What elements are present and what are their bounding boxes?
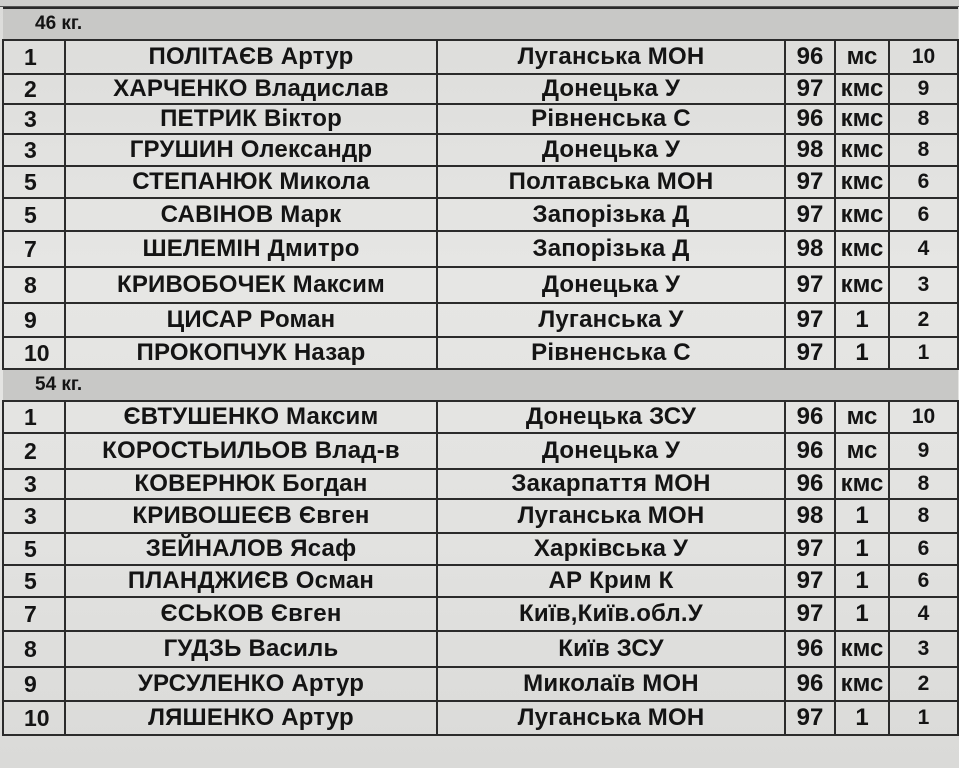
athlete-team-cell: Луганська МОН <box>437 40 785 74</box>
athlete-points-cell: 4 <box>889 231 958 267</box>
athlete-points-cell: 3 <box>889 631 958 667</box>
athlete-year-cell: 96 <box>785 433 835 469</box>
athlete-year-cell: 98 <box>785 231 835 267</box>
athlete-rank-cell: кмс <box>835 104 889 134</box>
athlete-place-cell: 10 <box>3 701 65 735</box>
athlete-name-cell: ЦИСАР Роман <box>65 303 437 337</box>
athlete-year-cell: 98 <box>785 134 835 166</box>
athlete-rank-cell: мс <box>835 40 889 74</box>
weight-category-label: 46 кг. <box>3 8 958 40</box>
athlete-team-cell: Закарпаття МОН <box>437 469 785 499</box>
athlete-points-cell: 1 <box>889 701 958 735</box>
athlete-name-cell: ПЛАНДЖИЄВ Осман <box>65 565 437 597</box>
athlete-points-cell: 9 <box>889 433 958 469</box>
athlete-name-cell: САВІНОВ Марк <box>65 198 437 231</box>
athlete-points-cell: 2 <box>889 667 958 701</box>
athlete-place-cell: 8 <box>3 631 65 667</box>
athlete-rank-cell: 1 <box>835 337 889 369</box>
athlete-name-cell: ЄСЬКОВ Євген <box>65 597 437 631</box>
athlete-points-cell: 6 <box>889 198 958 231</box>
results-table <box>2 7 959 736</box>
athlete-team-cell: Донецька У <box>437 74 785 104</box>
athlete-team-cell: Донецька У <box>437 433 785 469</box>
athlete-rank-cell: мс <box>835 433 889 469</box>
athlete-name-cell: ГУДЗЬ Василь <box>65 631 437 667</box>
athlete-place-cell: 3 <box>3 104 65 134</box>
athlete-name-cell: ЄВТУШЕНКО Максим <box>65 401 437 433</box>
athlete-place-cell: 8 <box>3 267 65 303</box>
athlete-team-cell: Київ,Київ.обл.У <box>437 597 785 631</box>
athlete-team-cell: Луганська МОН <box>437 499 785 533</box>
athlete-year-cell: 97 <box>785 533 835 565</box>
athlete-row <box>3 231 958 267</box>
athlete-rank-cell: кмс <box>835 166 889 198</box>
athlete-points-cell: 8 <box>889 134 958 166</box>
top-edge <box>0 0 959 7</box>
athlete-name-cell: ХАРЧЕНКО Владислав <box>65 74 437 104</box>
athlete-team-cell: Донецька У <box>437 134 785 166</box>
weight-category-label: 54 кг. <box>3 369 958 401</box>
athlete-row <box>3 303 958 337</box>
athlete-name-cell: УРСУЛЕНКО Артур <box>65 667 437 701</box>
athlete-row <box>3 198 958 231</box>
athlete-team-cell: Запорізька Д <box>437 198 785 231</box>
athlete-place-cell: 10 <box>3 337 65 369</box>
athlete-team-cell: Донецька ЗСУ <box>437 401 785 433</box>
athlete-points-cell: 4 <box>889 597 958 631</box>
athlete-rank-cell: кмс <box>835 231 889 267</box>
athlete-name-cell: ШЕЛЕМІН Дмитро <box>65 231 437 267</box>
athlete-points-cell: 6 <box>889 533 958 565</box>
athlete-team-cell: Донецька У <box>437 267 785 303</box>
athlete-points-cell: 10 <box>889 401 958 433</box>
athlete-year-cell: 97 <box>785 303 835 337</box>
athlete-row <box>3 267 958 303</box>
athlete-year-cell: 97 <box>785 701 835 735</box>
athlete-place-cell: 3 <box>3 469 65 499</box>
athlete-name-cell: КОВЕРНЮК Богдан <box>65 469 437 499</box>
athlete-row <box>3 104 958 134</box>
athlete-points-cell: 8 <box>889 499 958 533</box>
athlete-place-cell: 7 <box>3 597 65 631</box>
athlete-rank-cell: кмс <box>835 631 889 667</box>
athlete-name-cell: КРИВОБОЧЕК Максим <box>65 267 437 303</box>
athlete-points-cell: 2 <box>889 303 958 337</box>
athlete-place-cell: 3 <box>3 134 65 166</box>
athlete-row <box>3 533 958 565</box>
athlete-rank-cell: 1 <box>835 701 889 735</box>
athlete-year-cell: 96 <box>785 631 835 667</box>
athlete-place-cell: 5 <box>3 565 65 597</box>
athlete-place-cell: 5 <box>3 533 65 565</box>
athlete-team-cell: Полтавська МОН <box>437 166 785 198</box>
athlete-year-cell: 97 <box>785 337 835 369</box>
athlete-team-cell: Миколаїв МОН <box>437 667 785 701</box>
athlete-team-cell: Запорізька Д <box>437 231 785 267</box>
athlete-team-cell: Київ ЗСУ <box>437 631 785 667</box>
athlete-year-cell: 97 <box>785 597 835 631</box>
athlete-team-cell: Рівненська С <box>437 104 785 134</box>
athlete-row <box>3 597 958 631</box>
athlete-team-cell: Рівненська С <box>437 337 785 369</box>
athlete-row <box>3 337 958 369</box>
athlete-points-cell: 1 <box>889 337 958 369</box>
athlete-row <box>3 134 958 166</box>
athlete-year-cell: 96 <box>785 40 835 74</box>
athlete-points-cell: 8 <box>889 469 958 499</box>
athlete-points-cell: 8 <box>889 104 958 134</box>
athlete-row <box>3 74 958 104</box>
athlete-rank-cell: кмс <box>835 74 889 104</box>
athlete-name-cell: ПЕТРИК Віктор <box>65 104 437 134</box>
athlete-year-cell: 96 <box>785 469 835 499</box>
athlete-team-cell: Харківська У <box>437 533 785 565</box>
athlete-rank-cell: 1 <box>835 597 889 631</box>
athlete-rank-cell: мс <box>835 401 889 433</box>
athlete-rank-cell: 1 <box>835 499 889 533</box>
athlete-row <box>3 401 958 433</box>
athlete-place-cell: 1 <box>3 40 65 74</box>
athlete-year-cell: 97 <box>785 74 835 104</box>
athlete-place-cell: 9 <box>3 303 65 337</box>
athlete-row <box>3 166 958 198</box>
athlete-rank-cell: 1 <box>835 565 889 597</box>
athlete-rank-cell: 1 <box>835 303 889 337</box>
athlete-rank-cell: кмс <box>835 198 889 231</box>
athlete-year-cell: 96 <box>785 104 835 134</box>
athlete-year-cell: 97 <box>785 166 835 198</box>
athlete-place-cell: 7 <box>3 231 65 267</box>
athlete-year-cell: 96 <box>785 667 835 701</box>
athlete-team-cell: АР Крим К <box>437 565 785 597</box>
weight-category-row <box>3 8 958 40</box>
athlete-name-cell: КРИВОШЕЄВ Євген <box>65 499 437 533</box>
results-table-body <box>3 8 958 735</box>
athlete-points-cell: 6 <box>889 166 958 198</box>
athlete-year-cell: 97 <box>785 198 835 231</box>
athlete-row <box>3 469 958 499</box>
athlete-name-cell: СТЕПАНЮК Микола <box>65 166 437 198</box>
athlete-year-cell: 98 <box>785 499 835 533</box>
athlete-rank-cell: кмс <box>835 134 889 166</box>
athlete-rank-cell: 1 <box>835 533 889 565</box>
athlete-rank-cell: кмс <box>835 469 889 499</box>
athlete-place-cell: 5 <box>3 198 65 231</box>
athlete-rank-cell: кмс <box>835 267 889 303</box>
athlete-name-cell: КОРОСТЬИЛЬОВ Влад-в <box>65 433 437 469</box>
athlete-place-cell: 2 <box>3 433 65 469</box>
athlete-row <box>3 499 958 533</box>
athlete-points-cell: 3 <box>889 267 958 303</box>
athlete-rank-cell: кмс <box>835 667 889 701</box>
athlete-row <box>3 565 958 597</box>
athlete-points-cell: 10 <box>889 40 958 74</box>
athlete-place-cell: 1 <box>3 401 65 433</box>
athlete-points-cell: 9 <box>889 74 958 104</box>
athlete-name-cell: ЗЕЙНАЛОВ Ясаф <box>65 533 437 565</box>
athlete-row <box>3 701 958 735</box>
athlete-place-cell: 3 <box>3 499 65 533</box>
athlete-place-cell: 5 <box>3 166 65 198</box>
athlete-place-cell: 9 <box>3 667 65 701</box>
athlete-team-cell: Луганська У <box>437 303 785 337</box>
weight-category-row <box>3 369 958 401</box>
athlete-year-cell: 96 <box>785 401 835 433</box>
athlete-name-cell: ПРОКОПЧУК Назар <box>65 337 437 369</box>
athlete-row <box>3 667 958 701</box>
athlete-row <box>3 631 958 667</box>
athlete-name-cell: ГРУШИН Олександр <box>65 134 437 166</box>
athlete-name-cell: ПОЛІТАЄВ Артур <box>65 40 437 74</box>
athlete-year-cell: 97 <box>785 565 835 597</box>
athlete-place-cell: 2 <box>3 74 65 104</box>
athlete-year-cell: 97 <box>785 267 835 303</box>
athlete-team-cell: Луганська МОН <box>437 701 785 735</box>
athlete-row <box>3 433 958 469</box>
athlete-row <box>3 40 958 74</box>
athlete-name-cell: ЛЯШЕНКО Артур <box>65 701 437 735</box>
athlete-points-cell: 6 <box>889 565 958 597</box>
